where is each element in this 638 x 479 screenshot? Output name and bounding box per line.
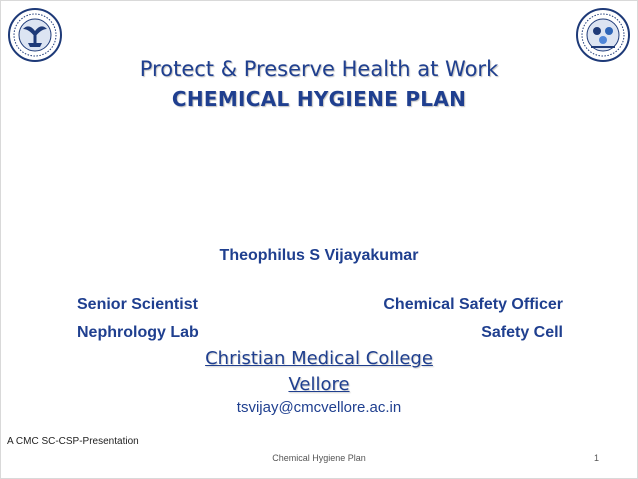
cmc-emblem-icon <box>7 7 63 63</box>
college-name: Christian Medical College <box>205 348 433 369</box>
role-nephrology-lab: Nephrology Lab <box>77 324 199 341</box>
safety-cell-emblem-icon <box>575 7 631 63</box>
footer-title: Chemical Hygiene Plan <box>272 453 366 463</box>
email-address: tsvijay@cmcvellore.ac.in <box>236 399 402 416</box>
slide-title-line-1: Protect & Preserve Health at Work <box>139 57 499 81</box>
page-number: 1 <box>593 453 599 463</box>
author-name: Theophilus S Vijayakumar <box>219 247 419 264</box>
slide-title-line-2: CHEMICAL HYGIENE PLAN <box>171 87 467 111</box>
role-chemical-safety-officer: Chemical Safety Officer <box>383 296 563 313</box>
role-senior-scientist: Senior Scientist <box>77 296 198 313</box>
presentation-watermark: A CMC SC-CSP-Presentation <box>7 436 139 447</box>
role-safety-cell: Safety Cell <box>481 324 563 341</box>
city-name: Vellore <box>288 374 350 395</box>
